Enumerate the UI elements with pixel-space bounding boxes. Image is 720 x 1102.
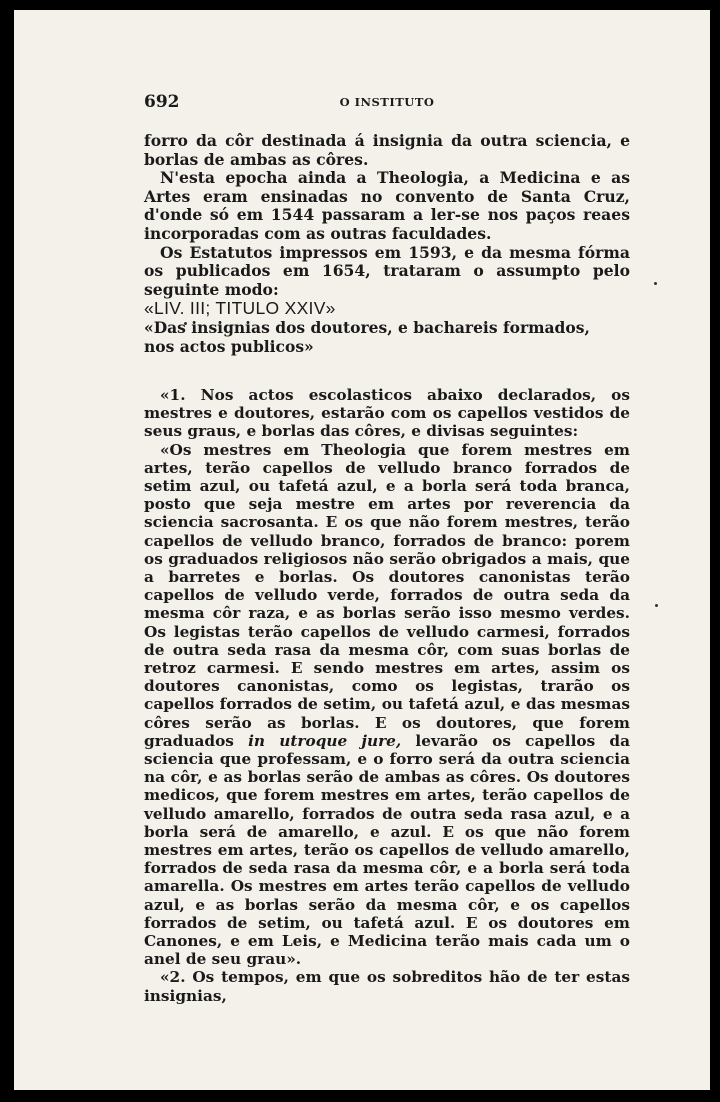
statute-latin-phrase: in utroque jure,: [248, 731, 402, 750]
ink-speck: [654, 282, 657, 285]
intro-paragraph-3: Os Estatutos impressos em 1593, e da mesma fórma os publicados em 1654, trataram o assumpto pelo seguinte modo:: [144, 242, 630, 299]
page-header: [144, 92, 630, 114]
statute-paragraph-1: «1. Nos actos escolasticos abaixo declarados, os mestres e doutores, estarão com os capellos vestidos de seus graus, e borlas das côres, e divisas seguintes:: [144, 385, 630, 441]
intro-paragraph-2: N'esta epocha ainda a Theologia, a Medicina e as Artes eram ensinadas no convento de Santa Cruz, d'onde só em 1544 passaram a ler-se nos paços reaes incorporadas com as outras faculdades.: [144, 168, 630, 243]
statute-paragraph-2-text-b: levarão os capellos da sciencia que professam, e o forro será da outra sciencia na côr, e as borlas serão de ambas as côres. Os doutores medicos, que forem mestres em artes, terão capellos de velludo amarello, forrados de outra seda rasa azul, e a borla será de amarello, e azul. E os que não forem mestres em artes, terão os capellos de velludo amarello, forrados de seda rasa da mesma côr, e a borla será toda amarella. Os mestres em artes terão capellos de velludo azul, e as borlas serão da mesma côr, e os capellos forrados de setim, ou tafetá azul. E os doutores em Canones, e em Leis, e Medicina terão mais cada um o anel de seu grau».: [144, 731, 631, 969]
subtitle-line-1: «Das insignias dos doutores, e bachareis formados,: [144, 317, 590, 337]
section-heading: «LIV. III; TITULO XXIV»: [144, 298, 336, 319]
quoted-statute: [144, 386, 630, 1005]
subtitle-line-2: nos actos publicos»: [144, 336, 314, 356]
running-title: O INSTITUTO: [339, 95, 435, 109]
statute-paragraph-2-text-a: «Os mestres em Theologia que forem mestres em artes, terão capellos de velludo branco forrados de setim azul, ou tafetá azul, e a borla será toda branca, posto que seja mestre em artes por reverencia da sciencia sacrosanta. E os que não forem mestres, terão capellos de velludo branco, forrados de branco: porem os graduados religiosos não serão obrigados a mais, que a barretes e borlas. Os doutores canonistas terão capellos de velludo verde, forrados de outra seda da mesma côr raza, e as borlas serão isso mesmo verdes. Os legistas terão capellos de velludo carmesi, forrados de outra seda rasa da mesma côr, com suas borlas de retroz carmesi. E sendo mestres em artes, assim os doutores canonistas, como os legistas, trarão os capellos forrados de setim, ou tafetá azul, e das mesmas côres serão as borlas. E os doutores, que forem graduados: [144, 440, 630, 750]
page-number: 692: [144, 92, 180, 112]
ink-speck: [655, 604, 658, 607]
statute-paragraph-2: [144, 441, 630, 969]
intro-paragraph-1: forro da côr destinada á insignia da outra sciencia, e borlas de ambas as côres.: [144, 131, 630, 169]
section-subtitle: [144, 318, 630, 356]
page-body: [144, 132, 630, 1005]
statute-paragraph-3: «2. Os tempos, em que os sobreditos hão de ter estas insignias,: [144, 968, 630, 1005]
